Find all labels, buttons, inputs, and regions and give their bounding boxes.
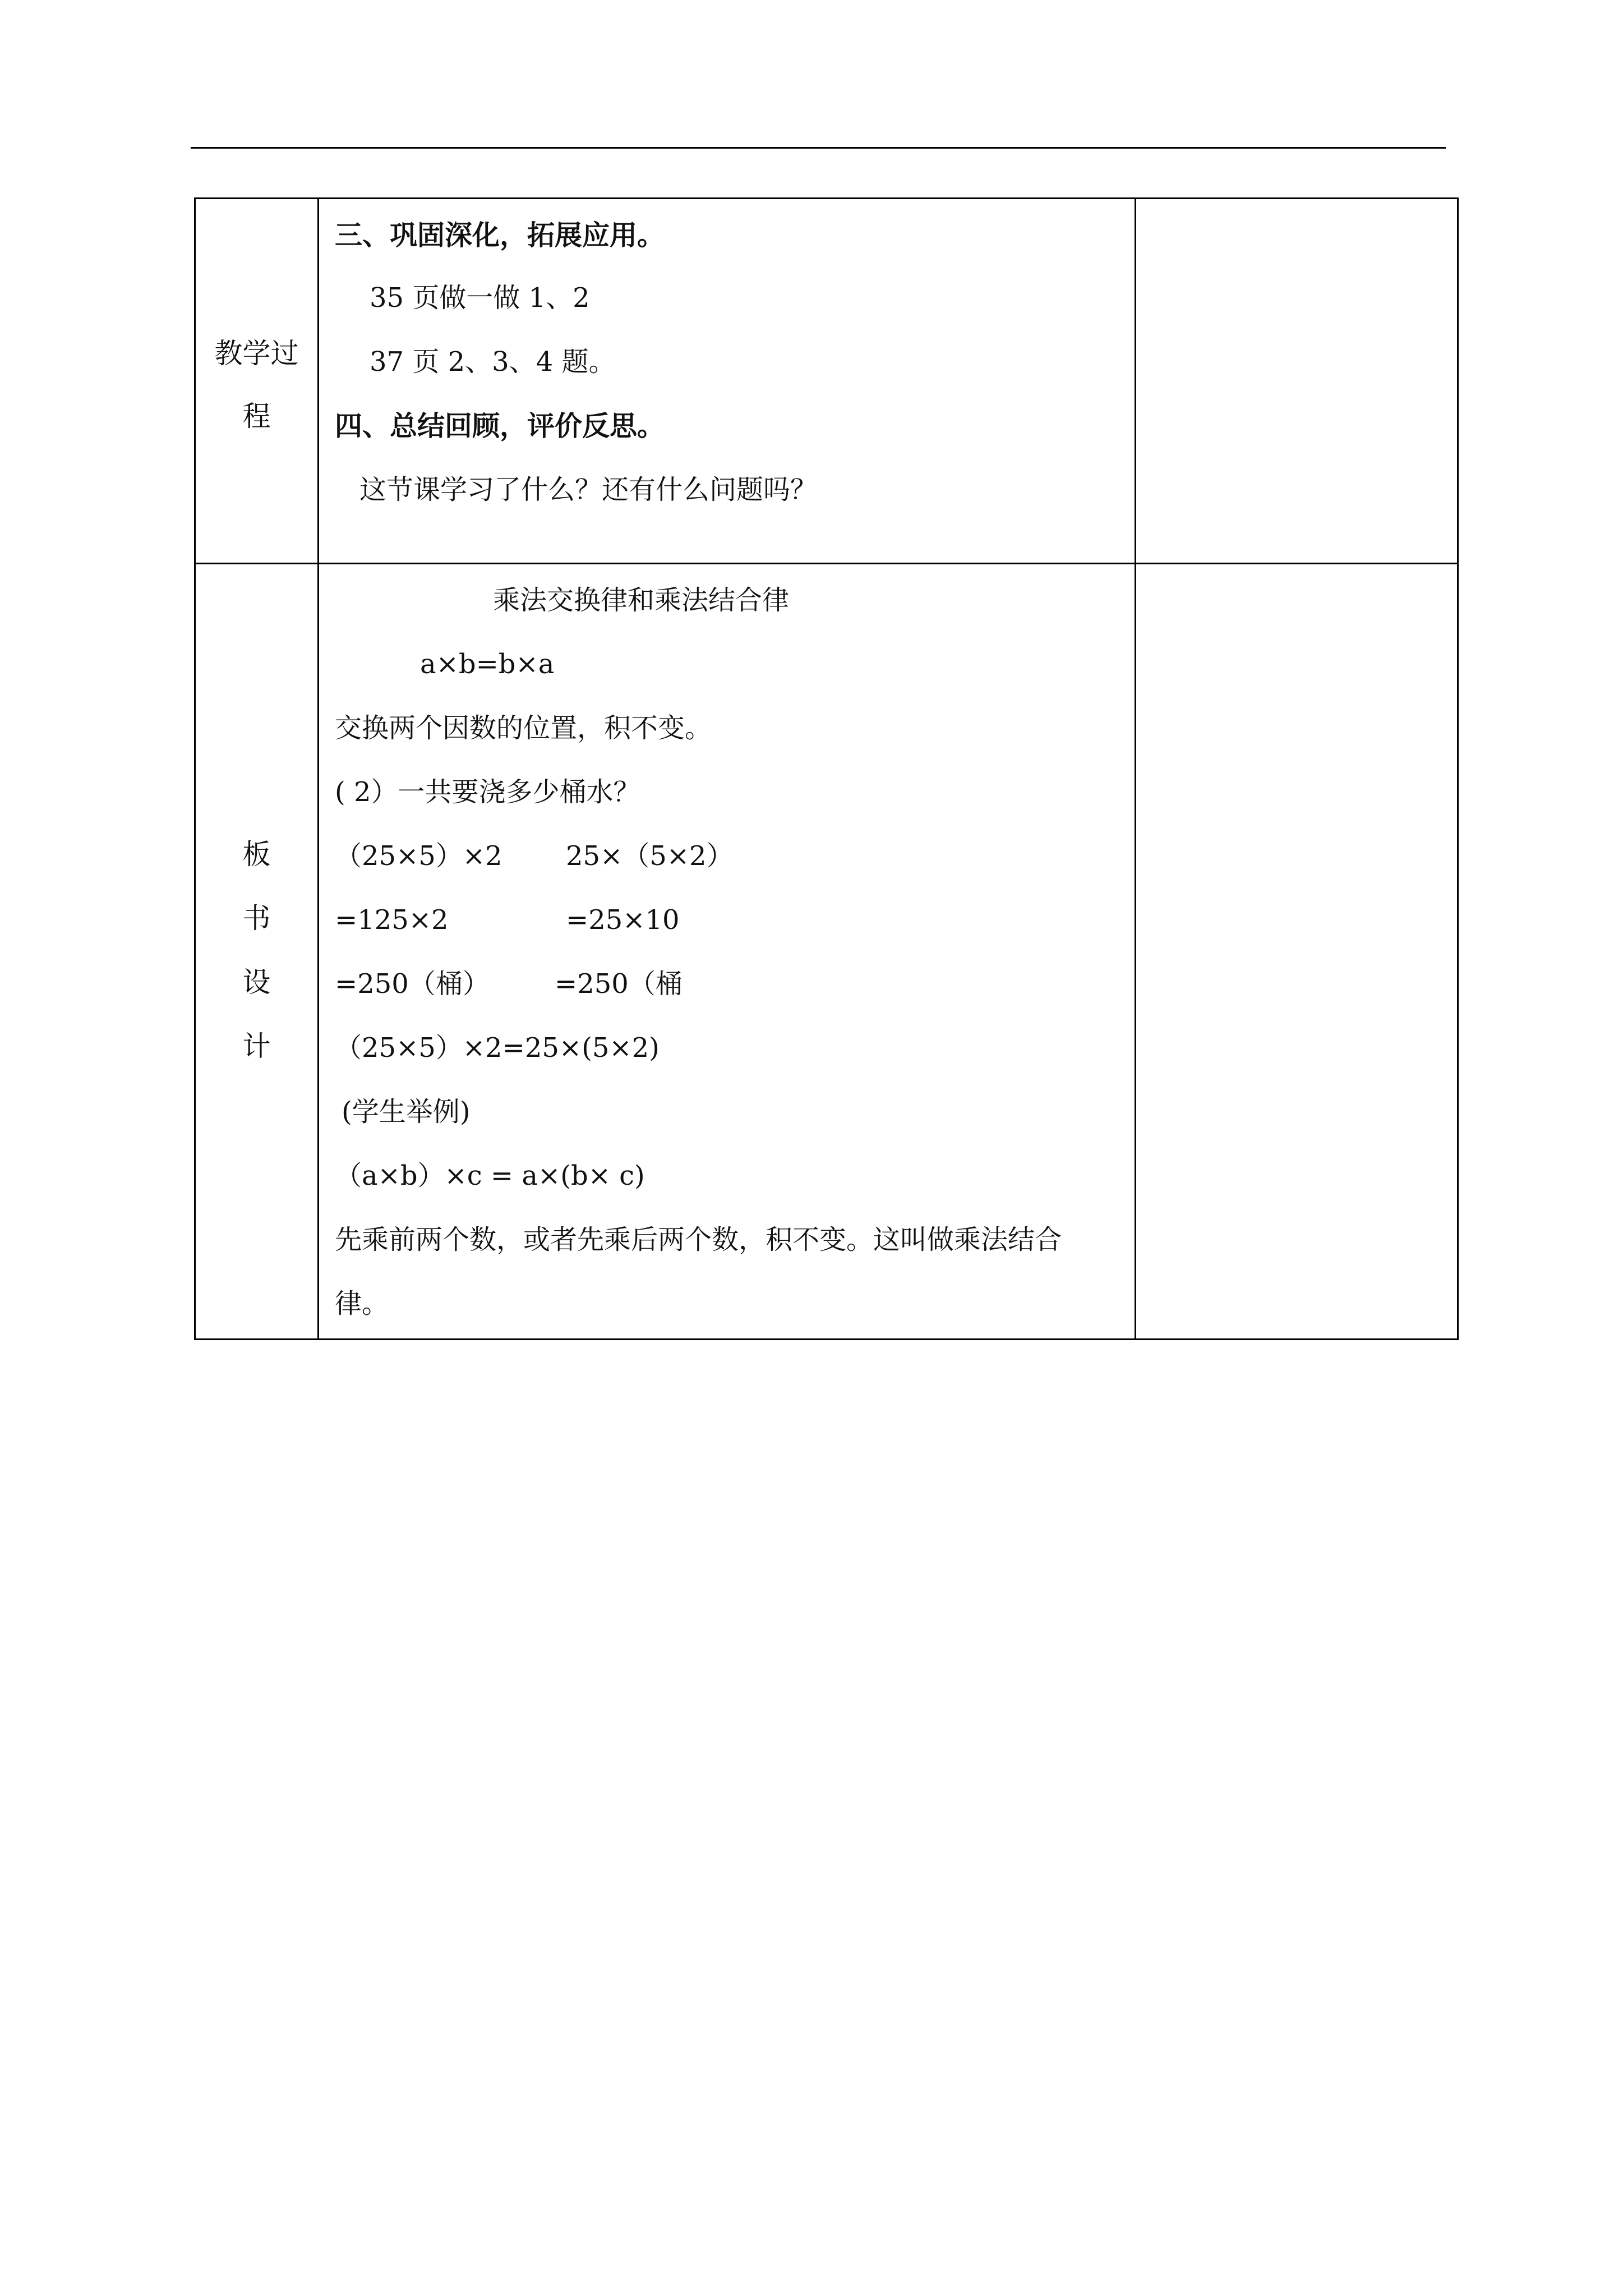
- section-four-heading: 四、总结回顾，评价反思。: [335, 410, 665, 442]
- associative-rule-line1: 先乘前两个数，或者先乘后两个数，积不变。这叫做乘法结合: [335, 1224, 1062, 1255]
- calc-right-step3: =250（桶: [555, 968, 683, 1000]
- board-design-content: [319, 564, 1135, 1338]
- commutative-rule: 交换两个因数的位置，积不变。: [335, 712, 712, 744]
- calc-left-step2: =125×2: [335, 904, 449, 936]
- board-design-label-char1: 板: [242, 838, 271, 871]
- board-design-row: [195, 564, 1458, 1340]
- lesson-plan-table: [194, 197, 1459, 1340]
- board-design-label-cell: [195, 564, 319, 1340]
- commutative-formula: a×b=b×a: [420, 648, 555, 680]
- associative-formula: （a×b）×c = a×(b× c): [335, 1160, 645, 1191]
- water-question: ( 2）一共要浇多少桶水？: [335, 776, 640, 808]
- board-design-label-char3: 设: [242, 966, 271, 999]
- calc-right-step2: =25×10: [566, 904, 680, 936]
- teaching-process-label-cell: [195, 199, 319, 564]
- board-design-content-cell: [319, 564, 1136, 1340]
- teaching-process-label-line1: 教学过: [214, 337, 299, 370]
- board-design-label-char4: 计: [242, 1030, 271, 1062]
- associative-equation: （25×5）×2=25×(5×2): [335, 1032, 660, 1064]
- board-title: 乘法交换律和乘法结合律: [493, 585, 790, 616]
- calc-left-step1: （25×5）×2: [335, 840, 502, 872]
- teaching-process-label-line2: 程: [242, 400, 271, 432]
- teaching-process-row: [195, 199, 1458, 564]
- teaching-process-content: [319, 199, 1135, 563]
- review-question: 这节课学习了什么？还有什么问题吗？: [359, 474, 818, 505]
- student-examples: (学生举例): [342, 1096, 471, 1128]
- board-design-notes-cell: [1136, 564, 1458, 1340]
- associative-rule-line2: 律。: [335, 1288, 389, 1319]
- exercise-page-35: 35 页做一做 1、2: [370, 282, 590, 314]
- teaching-process-content-cell: [319, 199, 1136, 564]
- teaching-process-notes-cell: [1136, 199, 1458, 564]
- calc-right-step1: 25×（5×2）: [566, 840, 734, 872]
- exercise-page-37: 37 页 2、3、4 题。: [370, 346, 616, 378]
- header-rule: [191, 147, 1446, 149]
- calc-left-step3: =250（桶）: [335, 968, 490, 1000]
- board-design-label-char2: 书: [242, 902, 271, 935]
- section-three-heading: 三、巩固深化，拓展应用。: [335, 219, 665, 251]
